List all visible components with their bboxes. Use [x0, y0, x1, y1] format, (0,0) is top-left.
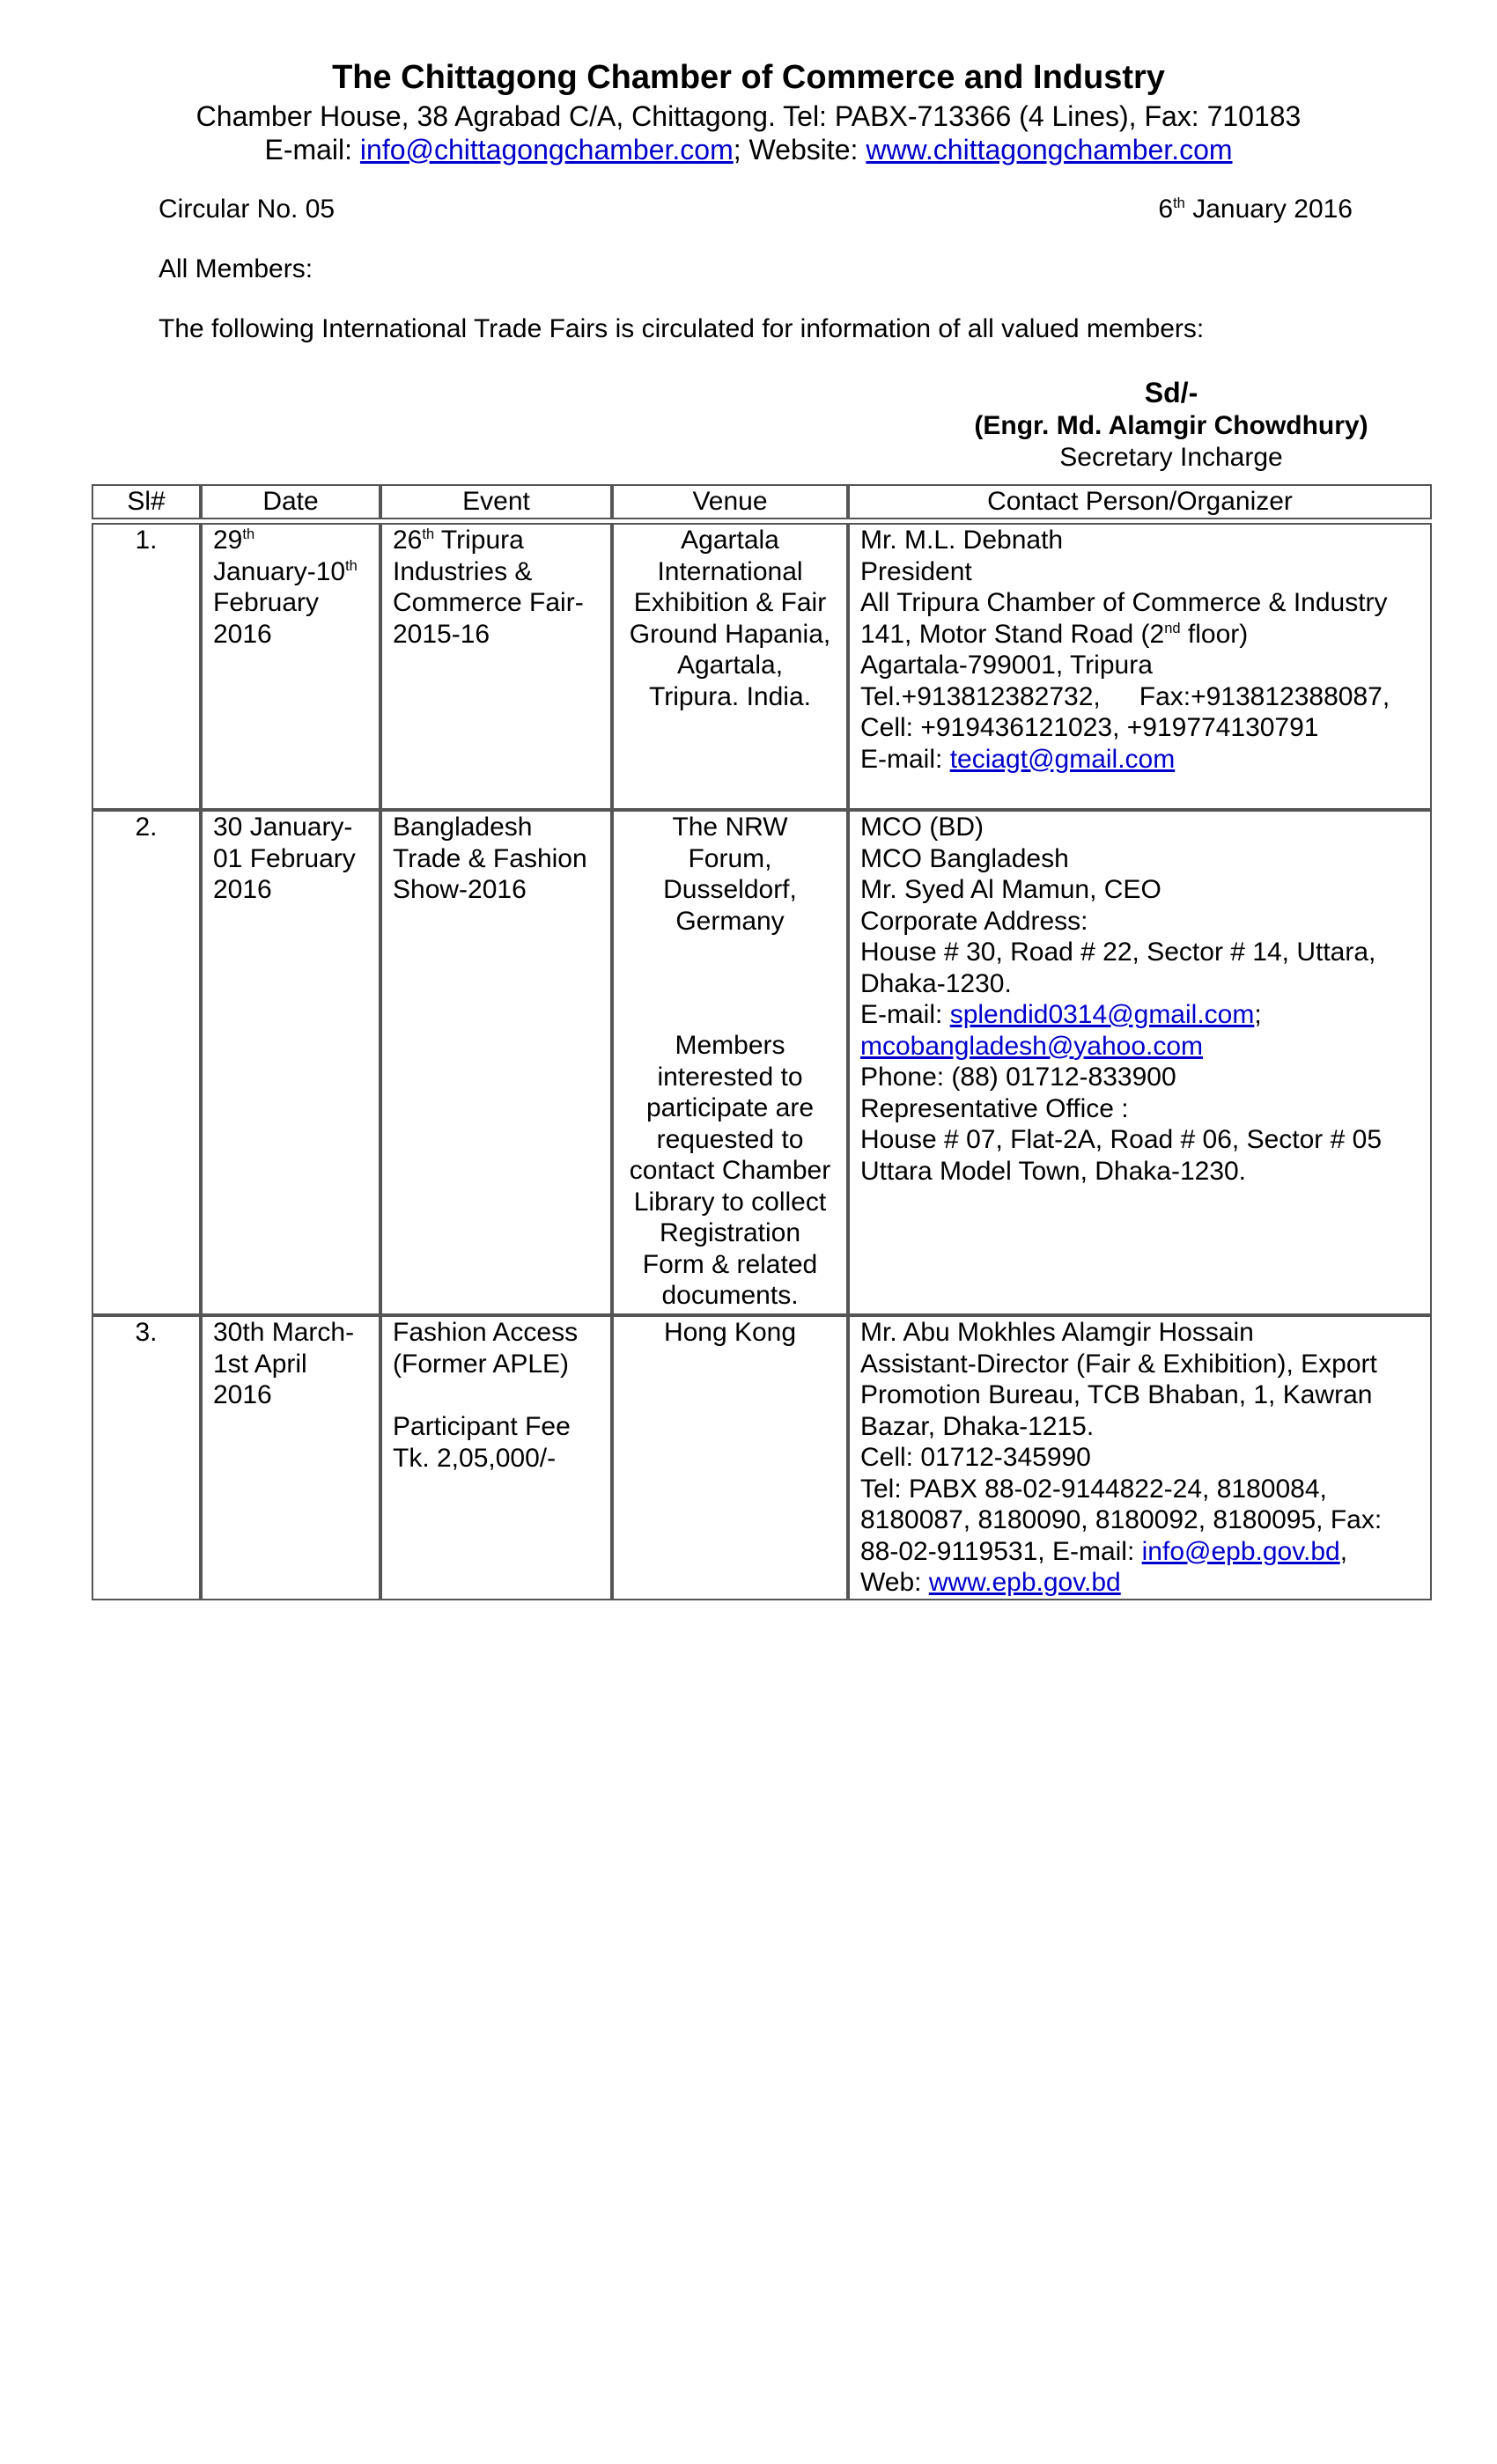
salutation: All Members: — [159, 254, 313, 283]
row-event: Bangladesh Trade & Fashion Show-2016 — [380, 810, 612, 1315]
row-event: 26th Tripura Industries & Commerce Fair- 2015-16 — [380, 523, 612, 810]
table-row — [92, 1315, 1432, 1600]
header-event: Event — [380, 484, 612, 519]
row-date: 29th January-10th February 2016 — [201, 523, 380, 810]
date-day: 6 — [1158, 195, 1174, 224]
row-sl: 2. — [92, 810, 201, 1315]
trade-fair-table — [92, 484, 1432, 1600]
circular-number: Circular No. 05 — [159, 195, 336, 224]
table-row — [92, 523, 1432, 810]
date-month-year: January 2016 — [1184, 195, 1353, 224]
signatory-title: Secretary Incharge — [1059, 443, 1283, 472]
email-label: E-mail: — [264, 134, 360, 165]
organization-contact-line — [0, 132, 1497, 167]
organization-title: The Chittagong Chamber of Commerce and Industry — [332, 59, 1165, 96]
organization-address: Chamber House, 38 Agrabad C/A, Chittagong. Tel: PABX-713366 (4 Lines), Fax: 710183 — [195, 100, 1302, 132]
date-suffix: th — [1173, 195, 1185, 211]
participant-fee: Participant Fee — [393, 1412, 571, 1441]
table-header-row — [92, 484, 1432, 519]
header-sl: Sl# — [92, 484, 201, 519]
row-venue: Agartala International Exhibition & Fair Ground Hapania, Agartala, Tripura. India. — [612, 523, 848, 810]
contact-email-link[interactable]: info@epb.gov.bd — [1141, 1536, 1340, 1566]
row-sl: 3. — [92, 1315, 201, 1600]
organization-email-link[interactable]: info@chittagongchamber.com — [359, 134, 734, 165]
row-venue: Hong Kong — [612, 1315, 848, 1600]
contact-website-link[interactable]: www.epb.gov.bd — [928, 1568, 1121, 1597]
header-venue: Venue — [612, 484, 848, 519]
row-date: 30th March- 1st April 2016 — [201, 1315, 380, 1600]
row-contact: Mr. M.L. Debnath President All Tripura Chamber of Commerce & Industry 141, Motor Stand Road (2nd floor) Agartala-799001, Tripura Tel.+913812382732, Fax:+913812388087, Cell: +919436121023, +919774130791 E-mail: teciagt@gmail.com — [848, 523, 1432, 810]
contact-email-link[interactable]: splendid0314@gmail.com — [949, 1000, 1255, 1029]
row-venue: The NRW Forum, Dusseldorf, Germany Members interested to participate are requested to contact Chamber Library to collect Registration Form & related documents. — [612, 810, 848, 1315]
circular-date — [1158, 194, 1353, 225]
organization-website-link[interactable]: www.chittagongchamber.com — [866, 134, 1233, 165]
website-label: ; Website: — [733, 134, 866, 165]
row-event: Fashion Access (Former APLE) Participant Fee Tk. 2,05,000/- — [380, 1315, 612, 1600]
signatory-name: (Engr. Md. Alamgir Chowdhury) — [974, 411, 1368, 440]
signature-mark: Sd/- — [1144, 377, 1198, 408]
intro-paragraph: The following International Trade Fairs is circulated for information of all valued members: — [159, 314, 1205, 343]
venue-note: Members — [675, 1031, 785, 1060]
row-contact: MCO (BD) MCO Bangladesh Mr. Syed Al Mamun, CEO Corporate Address: House # 30, Road # 22, Sector # 14, Uttara, Dhaka-1230. E-mail: splendid0314@gmail.com; mcobangladesh@yahoo.com Phone: (88) 01712-833900 Representative Office : House # 07, Flat-2A, Road # 06, Sector # 05 Uttara Model Town, Dhaka-1230. — [848, 810, 1432, 1315]
contact-email-link-2[interactable]: mcobangladesh@yahoo.com — [860, 1031, 1204, 1061]
contact-email-link[interactable]: teciagt@gmail.com — [949, 744, 1176, 774]
table-row — [92, 810, 1432, 1315]
row-sl: 1. — [92, 523, 201, 810]
row-contact: Mr. Abu Mokhles Alamgir Hossain Assistant-Director (Fair & Exhibition), Export Promotion Bureau, TCB Bhaban, 1, Kawran Bazar, Dhaka-1215. Cell: 01712-345990 Tel: PABX 88-02-9144822-24, 8180084, 8180087, 8180090, 8180092, 8180095, Fax: 88-02-9119531, E-mail: info@epb.gov.bd, Web: www.epb.gov.bd — [848, 1315, 1432, 1600]
header-contact: Contact Person/Organizer — [848, 484, 1432, 519]
row-date: 30 January- 01 February 2016 — [201, 810, 380, 1315]
header-date: Date — [201, 484, 380, 519]
